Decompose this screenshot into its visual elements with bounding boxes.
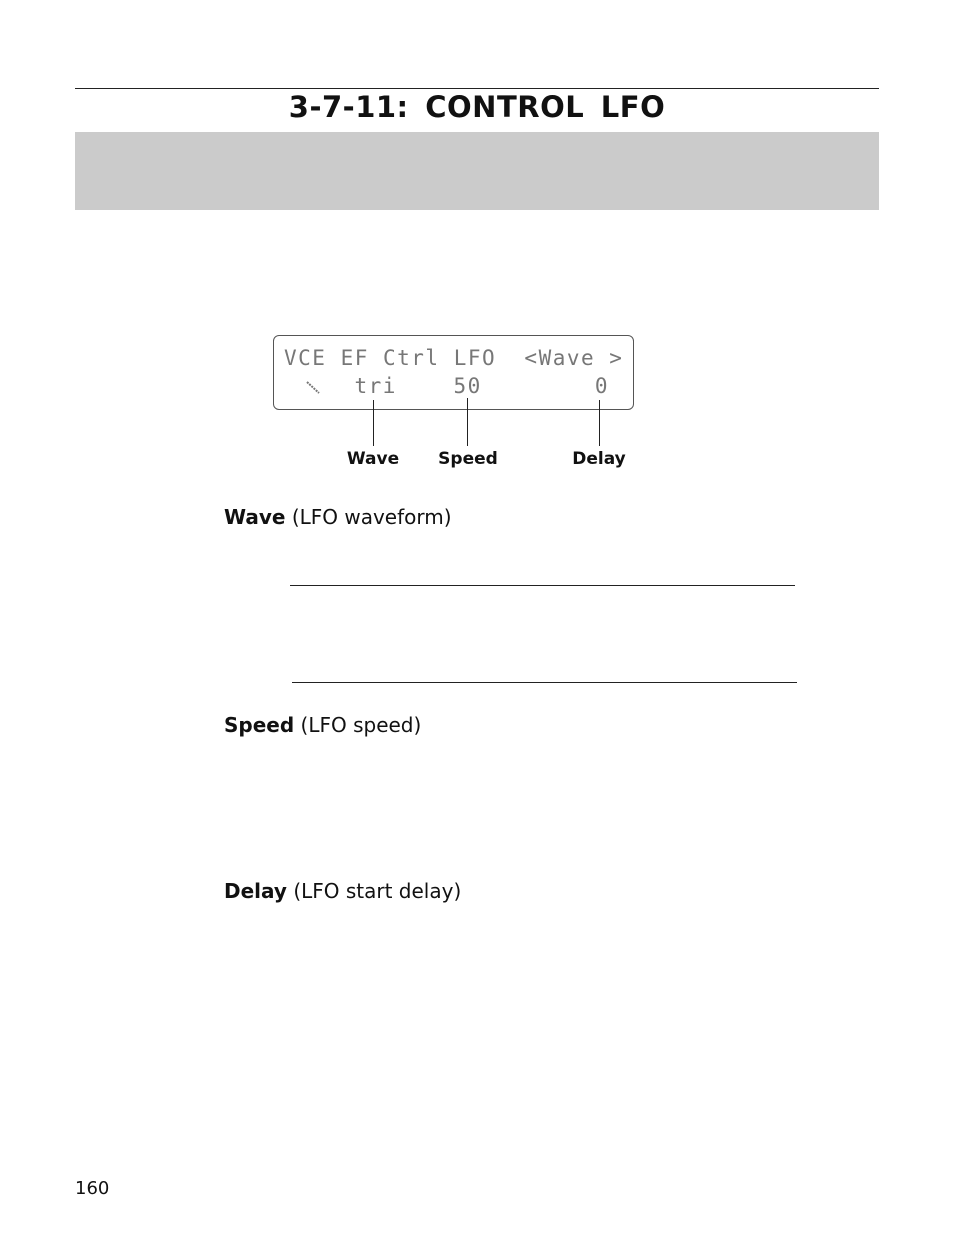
- lcd-display: [273, 335, 634, 410]
- page-title: 3-7-11: CONTROL LFO: [288, 90, 666, 124]
- page-number: 160: [75, 1178, 110, 1199]
- lcd-line-2: [284, 374, 609, 398]
- delay-callout-line: [599, 400, 600, 446]
- speed-param-heading: [224, 713, 421, 737]
- param-desc: (LFO start delay): [293, 879, 462, 903]
- param-desc: (LFO waveform): [291, 505, 452, 529]
- speed-callout-label: Speed: [438, 449, 498, 469]
- speed-callout-line: [467, 398, 468, 446]
- lcd-line-1: VCE EF Ctrl LFO <Wave >: [284, 346, 624, 370]
- lcd-wave-value: tri: [354, 374, 397, 398]
- lcd-speed-value: 50: [453, 374, 482, 398]
- param-name: Speed: [224, 713, 295, 737]
- wave-callout-line: [373, 400, 374, 446]
- wave-param-heading: [224, 505, 452, 529]
- delay-param-heading: [224, 879, 461, 903]
- header-rule: [75, 88, 879, 89]
- delay-callout-label: Delay: [572, 449, 626, 469]
- table-rule-top: [290, 585, 795, 586]
- param-name: Wave: [224, 505, 286, 529]
- param-name: Delay: [224, 879, 287, 903]
- wave-callout-label: Wave: [346, 449, 400, 469]
- triangle-wave-icon: [284, 374, 312, 398]
- lcd-delay-value: 0: [594, 374, 610, 398]
- table-rule-bottom: [292, 682, 797, 683]
- param-desc: (LFO speed): [300, 713, 422, 737]
- section-band: [75, 132, 879, 210]
